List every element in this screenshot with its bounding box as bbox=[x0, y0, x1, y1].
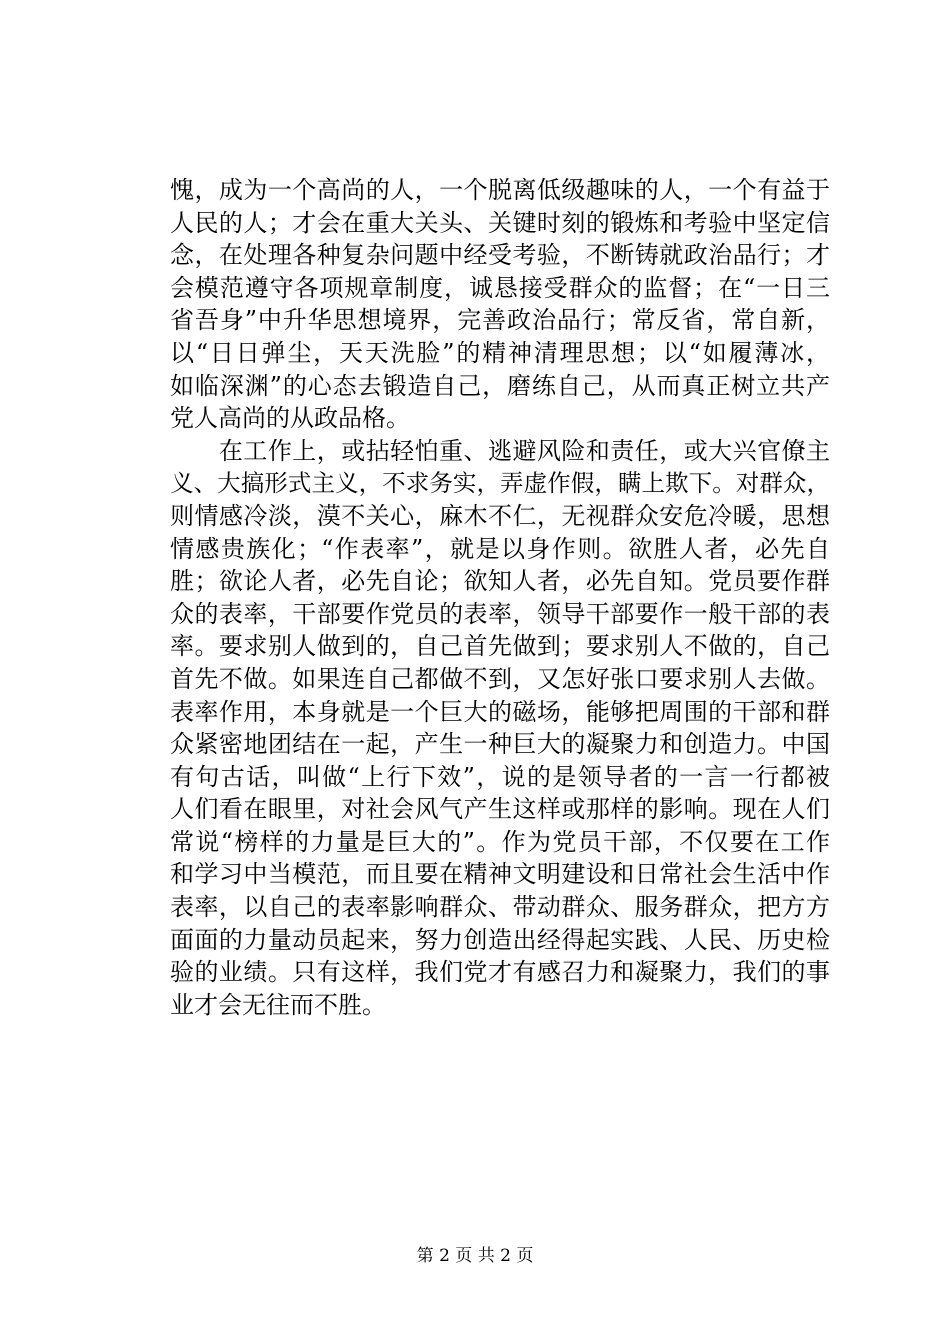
text-line: 愧，成为一个高尚的人，一个脱离低级趣味的人，一个有益于 bbox=[170, 176, 830, 204]
text-line: 和学习中当模范，而且要在精神文明建设和日常社会生活中作 bbox=[170, 860, 830, 889]
text-line: 率。要求别人做到的，自己首先做到；要求别人不做的，自己 bbox=[170, 632, 830, 661]
text-line: 胜；欲论人者，必先自论；欲知人者，必先自知。党员要作群 bbox=[170, 567, 830, 596]
text-line: 首先不做。如果连自己都做不到，又怎好张口要求别人去做。 bbox=[170, 664, 830, 693]
text-line: 验的业绩。只有这样，我们党才有感召力和凝聚力，我们的事 bbox=[170, 958, 830, 987]
text-line: 在工作上，或拈轻怕重、逃避风险和责任，或大兴官僚主 bbox=[170, 436, 830, 465]
text-line: 会模范遵守各项规章制度，诚恳接受群众的监督；在“一日三 bbox=[170, 273, 830, 302]
text-line: 党人高尚的从政品格。 bbox=[170, 404, 410, 433]
text-line: 念，在处理各种复杂问题中经受考验，不断铸就政治品行；才 bbox=[170, 241, 830, 270]
text-line: 情感贵族化；“作表率”，就是以身作则。欲胜人者，必先自 bbox=[170, 534, 830, 563]
text-line: 义、大搞形式主义，不求务实，弄虚作假，瞒上欺下。对群众， bbox=[170, 469, 830, 498]
text-line: 有句古话，叫做“上行下效”，说的是领导者的一言一行都被 bbox=[170, 762, 830, 791]
text-line: 表率，以自己的表率影响群众、带动群众、服务群众，把方方 bbox=[170, 893, 830, 922]
text-line: 表率作用，本身就是一个巨大的磁场，能够把周围的干部和群 bbox=[170, 697, 830, 726]
text-line: 众紧密地团结在一起，产生一种巨大的凝聚力和创造力。中国 bbox=[170, 730, 830, 759]
text-line: 面面的力量动员起来，努力创造出经得起实践、人民、历史检 bbox=[170, 925, 830, 954]
text-line: 人民的人；才会在重大关头、关键时刻的锻炼和考验中坚定信 bbox=[170, 208, 830, 237]
text-line: 以“日日弹尘，天天洗脸”的精神清理思想；以“如履薄冰， bbox=[170, 338, 830, 367]
text-line: 业才会无往而不胜。 bbox=[170, 990, 386, 1019]
text-line: 常说“榜样的力量是巨大的”。作为党员干部，不仅要在工作 bbox=[170, 827, 830, 856]
text-line: 则情感冷淡，漠不关心，麻木不仁，无视群众安危冷暖，思想 bbox=[170, 501, 830, 530]
page-number: 第 2 页 共 2 页 bbox=[416, 1246, 534, 1266]
text-line: 人们看在眼里，对社会风气产生这样或那样的影响。现在人们 bbox=[170, 795, 830, 824]
body-text bbox=[170, 174, 830, 1021]
page-footer bbox=[0, 1244, 950, 1268]
text-line: 省吾身”中升华思想境界，完善政治品行；常反省，常自新， bbox=[170, 306, 830, 335]
text-line: 众的表率，干部要作党员的表率，领导干部要作一般干部的表 bbox=[170, 599, 830, 628]
text-line: 如临深渊”的心态去锻造自己，磨练自己，从而真正树立共产 bbox=[170, 371, 830, 400]
